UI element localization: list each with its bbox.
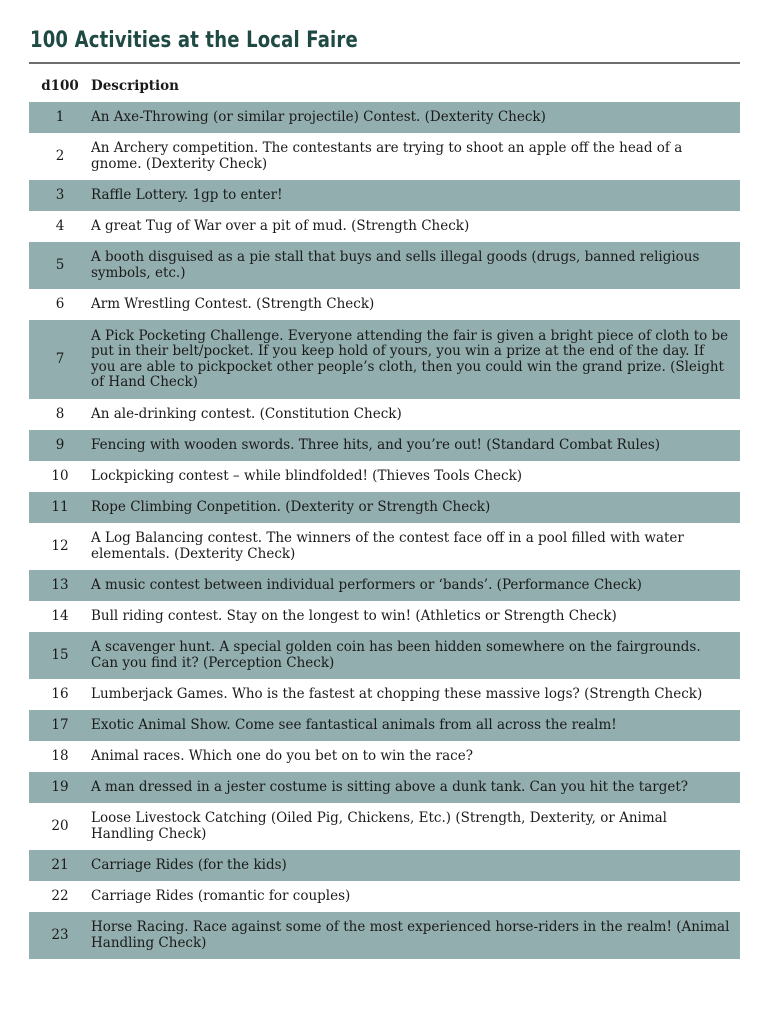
row-description: Horse Racing. Race against some of the most experienced horse-riders in the realm! (Animal Handling Check): [91, 919, 730, 951]
row-description: Carriage Rides (romantic for couples): [91, 887, 351, 904]
table-row: [29, 679, 740, 710]
table-row: [29, 133, 740, 180]
table-row: [29, 289, 740, 320]
row-number: 12: [51, 537, 69, 554]
row-description: An Archery competition. The contestants are trying to shoot an apple off the head of a gnome. (Dexterity Check): [91, 140, 683, 172]
row-number: 20: [51, 817, 69, 834]
row-description: Rope Climbing Conpetition. (Dexterity or Strength Check): [91, 498, 491, 515]
row-number: 8: [55, 405, 65, 422]
row-description: A Log Balancing contest. The winners of the contest face off in a pool filled with water elementals. (Dexterity Check): [91, 530, 684, 562]
row-number: 14: [51, 607, 69, 624]
row-description: Loose Livestock Catching (Oiled Pig, Chickens, Etc.) (Strength, Dexterity, or Animal Handling Check): [91, 810, 668, 842]
row-description: A music contest between individual performers or ‘bands’. (Performance Check): [91, 576, 642, 593]
row-description: Raffle Lottery. 1gp to enter!: [91, 186, 283, 203]
header-roll: d100: [41, 78, 79, 95]
row-number: 16: [51, 685, 69, 702]
row-description: Lockpicking contest – while blindfolded! (Thieves Tools Check): [91, 467, 523, 484]
row-number: 1: [55, 108, 65, 125]
table-row: [29, 570, 740, 601]
table-row: [29, 211, 740, 242]
row-number: 4: [55, 217, 65, 234]
row-description: Carriage Rides (for the kids): [91, 856, 287, 873]
row-number: 18: [51, 747, 69, 764]
row-number: 9: [55, 436, 65, 453]
table-row: [29, 881, 740, 912]
row-description: A Pick Pocketing Challenge. Everyone attending the fair is given a bright piece of cloth to be put in their belt/pocket. If you keep hold of yours, you win a prize at the end of the day. If you are able to pickpocket other people’s cloth, then you could win the grand prize. (Sleight of Hand Check): [91, 327, 729, 390]
row-number: 5: [55, 256, 65, 273]
row-description: A man dressed in a jester costume is sitting above a dunk tank. Can you hit the target?: [91, 778, 688, 795]
row-number: 22: [51, 887, 69, 904]
row-description: Exotic Animal Show. Come see fantastical animals from all across the realm!: [91, 716, 617, 733]
table-row: [29, 492, 740, 523]
row-number: 19: [51, 778, 69, 795]
table-row: [29, 912, 740, 959]
row-number: 13: [51, 576, 69, 593]
row-number: 10: [51, 467, 69, 484]
row-description: Bull riding contest. Stay on the longest to win! (Athletics or Strength Check): [91, 607, 617, 624]
row-description: A scavenger hunt. A special golden coin has been hidden somewhere on the fairgrounds. Can you find it? (Perception Check): [91, 639, 701, 671]
row-number: 17: [51, 716, 69, 733]
row-description: An Axe-Throwing (or similar projectile) Contest. (Dexterity Check): [91, 108, 546, 125]
row-number: 15: [51, 646, 69, 663]
table-row: [29, 803, 740, 850]
row-number: 7: [55, 350, 65, 367]
row-number: 6: [55, 295, 65, 312]
row-description: An ale-drinking contest. (Constitution Check): [91, 405, 402, 422]
table-row: [29, 741, 740, 772]
row-number: 2: [55, 147, 65, 164]
row-description: Arm Wrestling Contest. (Strength Check): [91, 295, 375, 312]
title-divider: [29, 62, 740, 64]
row-description: A great Tug of War over a pit of mud. (Strength Check): [91, 217, 470, 234]
page-title: 100 Activities at the Local Faire: [30, 28, 358, 53]
table-row: [29, 180, 740, 211]
header-description: Description: [91, 78, 179, 95]
table-row: [29, 102, 740, 133]
table-row: [29, 772, 740, 803]
row-number: 21: [51, 856, 69, 873]
table-row: [29, 461, 740, 492]
activities-table: [29, 72, 740, 959]
table-row: [29, 632, 740, 679]
table-row: [29, 850, 740, 881]
table-row: [29, 523, 740, 570]
table-header-row: [29, 72, 740, 102]
row-description: A booth disguised as a pie stall that buys and sells illegal goods (drugs, banned religious symbols, etc.): [91, 249, 700, 281]
table-row: [29, 430, 740, 461]
row-number: 3: [55, 186, 65, 203]
table-row: [29, 601, 740, 632]
row-description: Fencing with wooden swords. Three hits, and you’re out! (Standard Combat Rules): [91, 436, 661, 453]
table-row: [29, 320, 740, 399]
table-row: [29, 710, 740, 741]
row-number: 11: [51, 498, 69, 515]
row-description: Lumberjack Games. Who is the fastest at chopping these massive logs? (Strength Check): [91, 685, 703, 702]
row-number: 23: [51, 926, 69, 943]
table-row: [29, 242, 740, 289]
row-description: Animal races. Which one do you bet on to win the race?: [91, 747, 473, 764]
table-row: [29, 399, 740, 430]
